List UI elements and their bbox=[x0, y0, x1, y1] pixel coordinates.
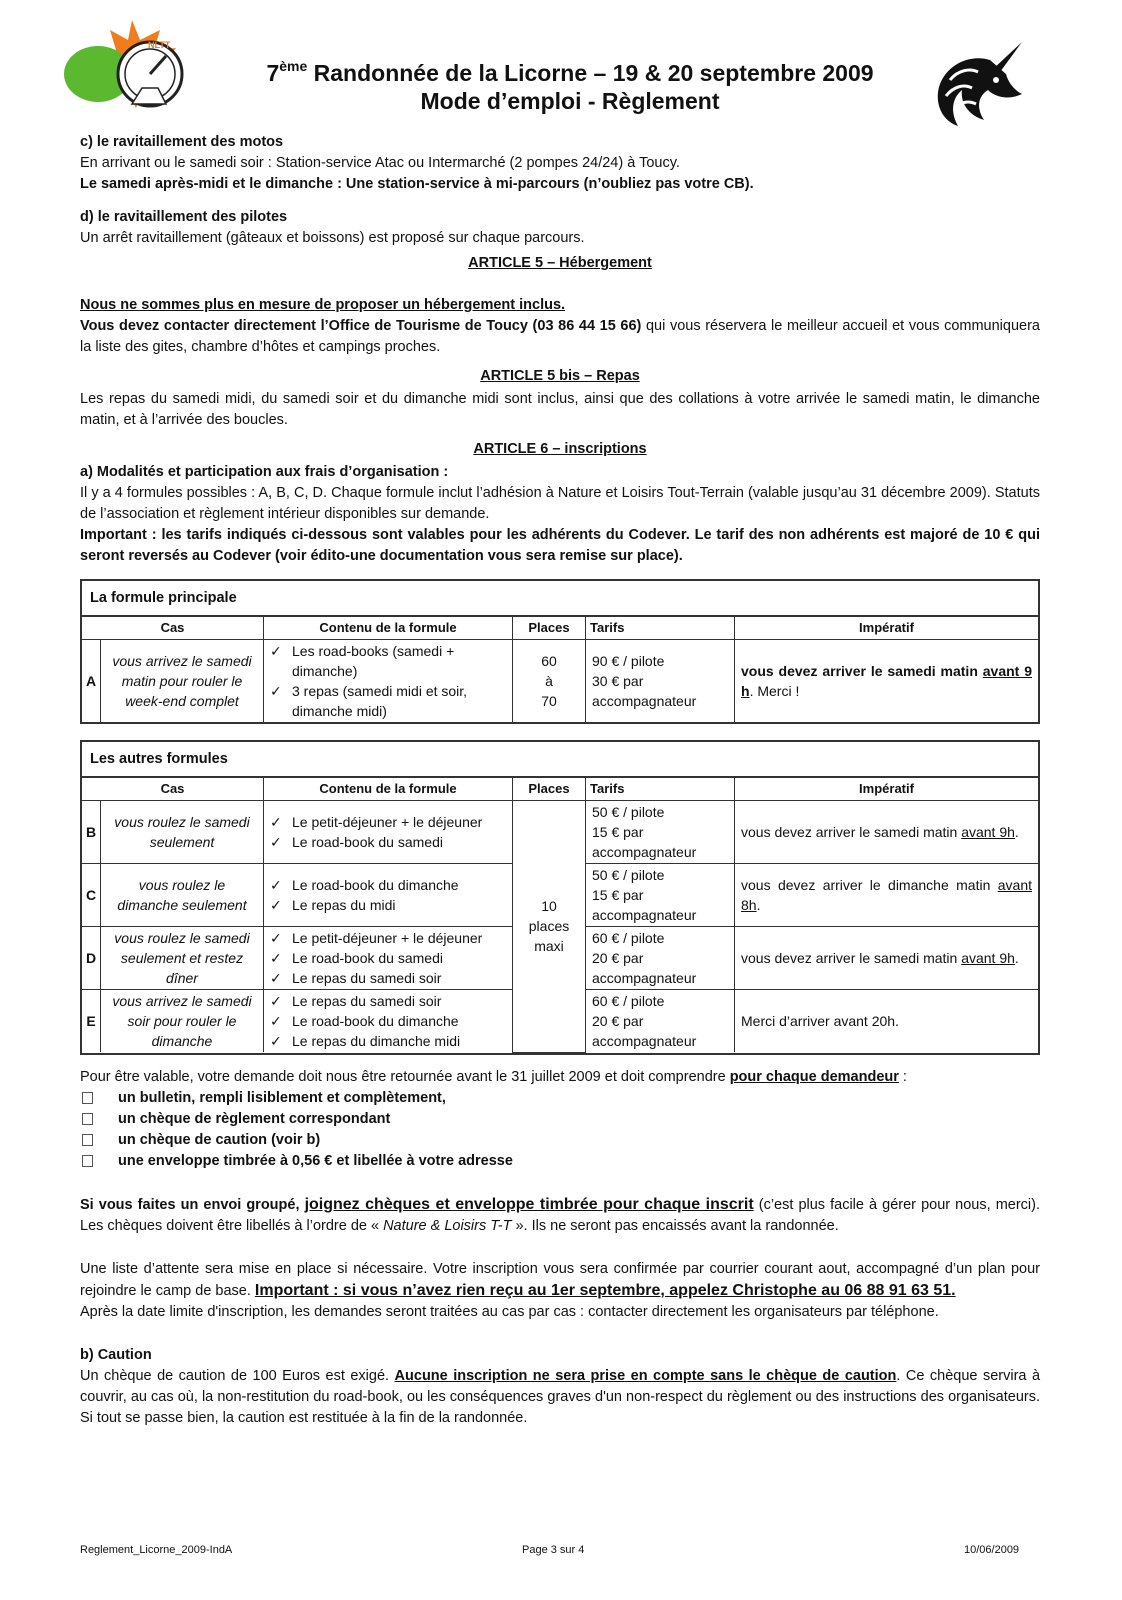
section-c-heading: c) le ravitaillement des motos bbox=[80, 134, 284, 150]
checkbox-icon bbox=[82, 1092, 93, 1104]
check-icon: ✓ bbox=[270, 1033, 282, 1049]
contenu-item: Le road-book du dimanche bbox=[292, 1013, 459, 1029]
section-d-line1: Un arrêt ravitaillement (gâteaux et boissons) est proposé sur chaque parcours. bbox=[80, 230, 585, 246]
check-icon: ✓ bbox=[270, 643, 282, 659]
footer-filename: Reglement_Licorne_2009-IndA bbox=[80, 1544, 233, 1556]
checklist-intro-text: Pour être valable, votre demande doit nous être retournée avant le 31 juillet 2009 et doit comprendre bbox=[80, 1068, 730, 1085]
checklist-item-text: un chèque de règlement correspondant bbox=[118, 1110, 391, 1127]
row-tarifs bbox=[586, 990, 735, 1053]
checklist-intro-end: : bbox=[898, 1068, 907, 1085]
tarif-pilote: 50 € / pilote bbox=[592, 804, 665, 820]
contenu-item: Le repas du midi bbox=[292, 897, 396, 913]
table-header-row bbox=[82, 778, 1038, 801]
row-places: 60 à 70 bbox=[513, 640, 586, 723]
main-formula-table bbox=[80, 579, 1040, 724]
header-tarifs: Tarifs bbox=[586, 778, 735, 801]
checklist-item bbox=[80, 1151, 1040, 1172]
row-contenu bbox=[264, 640, 513, 723]
header-imperatif: Impératif bbox=[735, 617, 1039, 640]
article5bis-text: Les repas du samedi midi, du samedi soir et du dimanche midi sont inclus, ainsi que des collations à votre arrivée le samedi matin, le dimanche matin, et à l’arrivée des boucles. bbox=[80, 391, 1040, 428]
checkbox-icon bbox=[82, 1134, 93, 1146]
groupe-text-end: ». Ils ne seront pas encaissés avant la randonnée. bbox=[511, 1217, 839, 1234]
checkbox-icon bbox=[82, 1155, 93, 1167]
article6-sub-a: a) Modalités et participation aux frais d’organisation : bbox=[80, 464, 449, 480]
checkbox-icon bbox=[82, 1113, 93, 1125]
row-imperatif bbox=[735, 927, 1039, 990]
imperatif-deadline: avant 9 h bbox=[741, 663, 1033, 699]
article5bis-title: ARTICLE 5 bis – Repas bbox=[480, 368, 640, 384]
row-cas: vous arrivez le samedi matin pour rouler le week-end complet bbox=[101, 640, 264, 723]
table-header-row bbox=[82, 617, 1038, 640]
article6-important: Important : les tarifs indiqués ci-dessous sont valables pour les adhérents du Codever. Le tarif des non adhérents est majoré de 10 € qui seront reversés au Codever (voir édito-une documentation vous sera remise sur place). bbox=[80, 527, 1040, 564]
tarif-accompagnateur: 20 € par accompagnateur bbox=[592, 1013, 697, 1049]
contenu-item: Le repas du samedi soir bbox=[292, 993, 442, 1009]
attente-after: Après la date limite d'inscription, les demandes seront traitées au cas par cas : contacter directement les organisateurs par téléphone. bbox=[80, 1303, 939, 1320]
page-subtitle: Mode d’emploi - Règlement bbox=[420, 88, 720, 114]
header-imperatif: Impératif bbox=[735, 778, 1039, 801]
unicorn-logo-icon bbox=[930, 40, 1030, 128]
article6-title: ARTICLE 6 – inscriptions bbox=[473, 441, 647, 457]
caution-emph: Aucune inscription ne sera prise en compte sans le chèque de caution bbox=[394, 1367, 897, 1384]
row-letter: B bbox=[82, 801, 101, 864]
header-contenu: Contenu de la formule bbox=[264, 617, 513, 640]
attente-important: Important : si vous n’avez rien reçu au 1er septembre, appelez Christophe au 06 88 91 63 51. bbox=[254, 1281, 956, 1299]
section-c-line2: Le samedi après-midi et le dimanche : Une station-service à mi-parcours (n’oubliez pas votre CB). bbox=[80, 176, 754, 192]
row-letter: E bbox=[82, 990, 101, 1053]
check-icon: ✓ bbox=[270, 897, 282, 913]
groupe-emph: joignez chèques et enveloppe timbrée pour chaque inscrit bbox=[304, 1195, 754, 1213]
footer-date: 10/06/2009 bbox=[964, 1544, 1020, 1556]
groupe-italic: Nature & Loisirs T-T bbox=[383, 1217, 512, 1234]
title-number: 7 bbox=[266, 60, 280, 86]
header-cas: Cas bbox=[82, 778, 264, 801]
article5-line2-rest: qui vous réservera le meilleur accueil et vous communiquera la liste des gites, chambre d’hôtes et campings proches. bbox=[80, 318, 1040, 355]
row-imperatif bbox=[735, 801, 1039, 864]
row-tarifs bbox=[586, 801, 735, 864]
check-icon: ✓ bbox=[270, 1013, 282, 1029]
row-cas: vous roulez le dimanche seulement bbox=[101, 864, 264, 927]
caution-heading: b) Caution bbox=[80, 1346, 152, 1363]
main-table-caption: La formule principale bbox=[82, 581, 1038, 616]
row-tarifs bbox=[586, 864, 735, 927]
row-imperatif bbox=[735, 864, 1039, 927]
imperatif-deadline: avant 8h bbox=[741, 877, 1032, 913]
title-suffix: ème bbox=[279, 58, 308, 74]
imperatif-end: . bbox=[756, 897, 761, 913]
document-body bbox=[80, 132, 1040, 1429]
imperatif-end: . bbox=[1014, 824, 1019, 840]
article5-line2 bbox=[80, 316, 1040, 358]
footer-page-number: Page 3 sur 4 bbox=[522, 1544, 585, 1556]
attente-text: Une liste d’attente sera mise en place si nécessaire. Votre inscription vous sera confirmée par courrier courant aout, accompagné d’un plan pour rejoindre le camp de base. bbox=[80, 1260, 1040, 1299]
row-imperatif bbox=[735, 640, 1039, 723]
other-formulas-table bbox=[80, 740, 1040, 1055]
caution-paragraph bbox=[80, 1366, 1040, 1429]
places-shared: 10 places maxi bbox=[513, 801, 586, 1053]
article6-para1: Il y a 4 formules possibles : A, B, C, D. Chaque formule inclut l’adhésion à Nature et Loisirs Tout-Terrain (valable jusqu’au 31 décembre 2009). Statuts de l’association et règlement intérieur disponibles sur demande. bbox=[80, 485, 1040, 522]
imperatif-text: vous devez arriver le samedi matin bbox=[741, 824, 962, 840]
tarif-pilote: 90 € / pilote bbox=[592, 653, 665, 669]
checklist-item bbox=[80, 1109, 1040, 1130]
checklist-item bbox=[80, 1130, 1040, 1151]
header-places: Places bbox=[513, 617, 586, 640]
tarif-accompagnateur: 30 € par accompagnateur bbox=[592, 673, 697, 709]
imperatif-end: . Merci ! bbox=[749, 683, 800, 699]
article5-title: ARTICLE 5 – Hébergement bbox=[468, 255, 652, 271]
row-cas: vous roulez le samedi seulement et restez dîner bbox=[101, 927, 264, 990]
contenu-item: Le road-book du samedi bbox=[292, 950, 443, 966]
logo-text: NLTT bbox=[148, 40, 171, 50]
tarif-accompagnateur: 20 € par accompagnateur bbox=[592, 950, 697, 986]
header-contenu: Contenu de la formule bbox=[264, 778, 513, 801]
checklist-item-text: une enveloppe timbrée à 0,56 € et libellée à votre adresse bbox=[118, 1152, 513, 1169]
contenu-item: Les road-books (samedi + dimanche) bbox=[292, 643, 455, 679]
groupe-text: (c’est plus facile à gérer pour nous, merci). Les chèques doivent être libellés à l’ordre de « bbox=[80, 1196, 1041, 1234]
nltt-logo-icon bbox=[62, 18, 202, 110]
table-row-a bbox=[82, 640, 1038, 723]
title-text: Randonnée de la Licorne – 19 & 20 septembre 2009 bbox=[307, 60, 874, 86]
row-letter: D bbox=[82, 927, 101, 990]
caution-text-end: . Ce chèque servira à couvrir, au cas où, la non-restitution du road-book, ou les conséquences graves d'un non-respect du règlement ou des instructions des organisateurs. Si tout se passe bien, la caution est restituée à la fin de la randonnée. bbox=[80, 1367, 1041, 1426]
imperatif-text: vous devez arriver le dimanche matin bbox=[741, 877, 998, 893]
page-title bbox=[200, 52, 940, 115]
groupe-bold: Si vous faites un envoi groupé, bbox=[80, 1196, 305, 1213]
imperatif-text: vous devez arriver le samedi matin bbox=[741, 950, 962, 966]
other-table-caption: Les autres formules bbox=[82, 742, 1038, 777]
tarif-pilote: 60 € / pilote bbox=[592, 930, 665, 946]
contenu-item: Le petit-déjeuner + le déjeuner bbox=[292, 930, 483, 946]
contenu-item: Le road-book du samedi bbox=[292, 834, 443, 850]
check-icon: ✓ bbox=[270, 950, 282, 966]
article5-line2-bold: Vous devez contacter directement l’Office de Tourisme de Toucy (03 86 44 15 66) bbox=[80, 318, 642, 334]
row-tarifs bbox=[586, 927, 735, 990]
imperatif-deadline: avant 9h bbox=[961, 824, 1015, 840]
row-imperatif bbox=[735, 990, 1039, 1053]
tarif-pilote: 60 € / pilote bbox=[592, 993, 665, 1009]
imperatif-end: . bbox=[1014, 950, 1019, 966]
contenu-item: Le petit-déjeuner + le déjeuner bbox=[292, 814, 483, 830]
imperatif-text: Merci d’arriver avant 20h. bbox=[741, 1013, 899, 1029]
row-letter: A bbox=[82, 640, 101, 723]
check-icon: ✓ bbox=[270, 877, 282, 893]
checklist-intro-emph: pour chaque demandeur bbox=[729, 1068, 899, 1085]
section-c-line1: En arrivant ou le samedi soir : Station-service Atac ou Intermarché (2 pompes 24/24) à Toucy. bbox=[80, 155, 680, 171]
tarif-accompagnateur: 15 € par accompagnateur bbox=[592, 824, 697, 860]
row-contenu bbox=[264, 864, 513, 927]
attente-paragraph bbox=[80, 1259, 1040, 1302]
groupe-paragraph bbox=[80, 1194, 1040, 1237]
tarif-pilote: 50 € / pilote bbox=[592, 867, 665, 883]
check-icon: ✓ bbox=[270, 814, 282, 830]
checklist-item-text: un chèque de caution (voir b) bbox=[118, 1131, 321, 1148]
table-row-b bbox=[82, 801, 1038, 864]
check-icon: ✓ bbox=[270, 683, 282, 699]
check-icon: ✓ bbox=[270, 993, 282, 1009]
row-tarifs bbox=[586, 640, 735, 723]
row-contenu bbox=[264, 801, 513, 864]
header-tarifs: Tarifs bbox=[586, 617, 735, 640]
row-contenu bbox=[264, 990, 513, 1053]
contenu-item: Le repas du dimanche midi bbox=[292, 1033, 461, 1049]
contenu-item: Le repas du samedi soir bbox=[292, 970, 442, 986]
header-places: Places bbox=[513, 778, 586, 801]
imperatif-deadline: avant 9h bbox=[961, 950, 1015, 966]
row-contenu bbox=[264, 927, 513, 990]
imperatif-text: vous devez arriver le samedi matin bbox=[741, 663, 983, 679]
checklist-item bbox=[80, 1088, 1040, 1109]
row-cas: vous arrivez le samedi soir pour rouler le dimanche bbox=[101, 990, 264, 1053]
row-cas: vous roulez le samedi seulement bbox=[101, 801, 264, 864]
header-cas: Cas bbox=[82, 617, 264, 640]
checklist-intro bbox=[80, 1067, 1040, 1088]
checklist-item-text: un bulletin, rempli lisiblement et complètement, bbox=[118, 1089, 446, 1106]
contenu-item: 3 repas (samedi midi et soir, dimanche midi) bbox=[292, 683, 468, 719]
check-icon: ✓ bbox=[270, 834, 282, 850]
article5-line1: Nous ne sommes plus en mesure de proposer un hébergement inclus. bbox=[80, 297, 566, 313]
check-icon: ✓ bbox=[270, 970, 282, 986]
caution-text: Un chèque de caution de 100 Euros est exigé. bbox=[80, 1367, 395, 1384]
check-icon: ✓ bbox=[270, 930, 282, 946]
tarif-accompagnateur: 15 € par accompagnateur bbox=[592, 887, 697, 923]
row-letter: C bbox=[82, 864, 101, 927]
contenu-item: Le road-book du dimanche bbox=[292, 877, 459, 893]
section-d-heading: d) le ravitaillement des pilotes bbox=[80, 209, 288, 225]
